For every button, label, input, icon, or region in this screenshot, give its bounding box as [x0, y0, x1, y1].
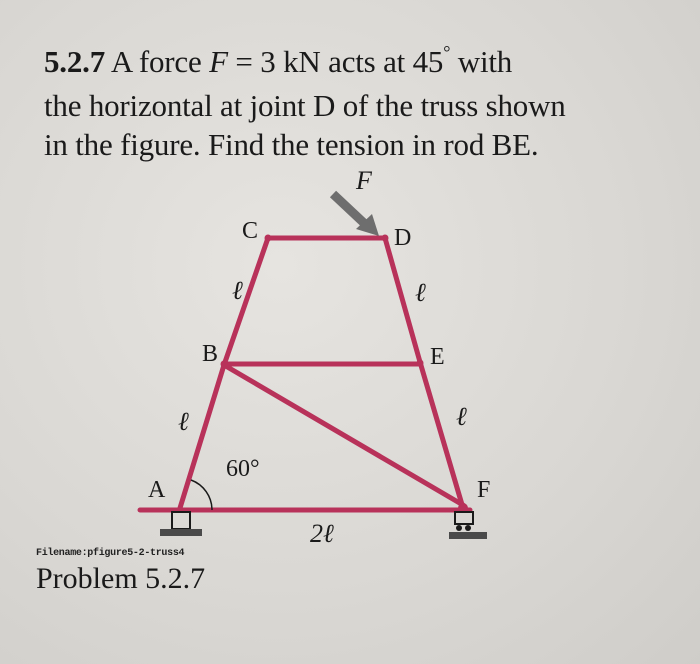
- label-F: F: [477, 477, 491, 503]
- statement-text-c: with: [450, 44, 513, 79]
- label-D: D: [394, 225, 412, 251]
- length-label-CB: ℓ: [232, 276, 243, 305]
- force-label: F: [356, 166, 372, 195]
- joint-E: [417, 360, 424, 367]
- force-arrow: [333, 194, 379, 236]
- label-E: E: [430, 344, 445, 370]
- statement-text-b: = 3 kN acts at 45: [227, 44, 444, 79]
- statement-line-2: the horizontal at joint D of the truss shown: [44, 88, 566, 123]
- problem-caption: Problem 5.2.7: [36, 562, 206, 595]
- label-B: B: [202, 341, 219, 367]
- angle-arc: [191, 480, 212, 510]
- length-label-EF: ℓ: [456, 402, 467, 431]
- statement-text-a: A force: [110, 44, 210, 79]
- length-label-DE: ℓ: [415, 278, 426, 307]
- member-CB: [224, 238, 268, 365]
- length-label-BA: ℓ: [178, 407, 189, 436]
- filename-label: Filename:pfigure5-2-truss4: [36, 548, 185, 559]
- force-symbol: F: [209, 44, 228, 79]
- pin-support-A: [160, 512, 202, 536]
- statement-line-3: in the figure. Find the tension in rod BE.: [44, 127, 539, 162]
- joint-B: [221, 361, 228, 368]
- angle-label: 60°: [226, 456, 260, 482]
- length-label-AF: 2ℓ: [310, 519, 334, 548]
- joint-C: [265, 235, 272, 242]
- label-C: C: [242, 218, 259, 244]
- problem-number: 5.2.7: [44, 44, 106, 79]
- joint-D: [382, 235, 389, 242]
- degree-symbol: °: [443, 42, 451, 62]
- label-A: A: [148, 477, 166, 503]
